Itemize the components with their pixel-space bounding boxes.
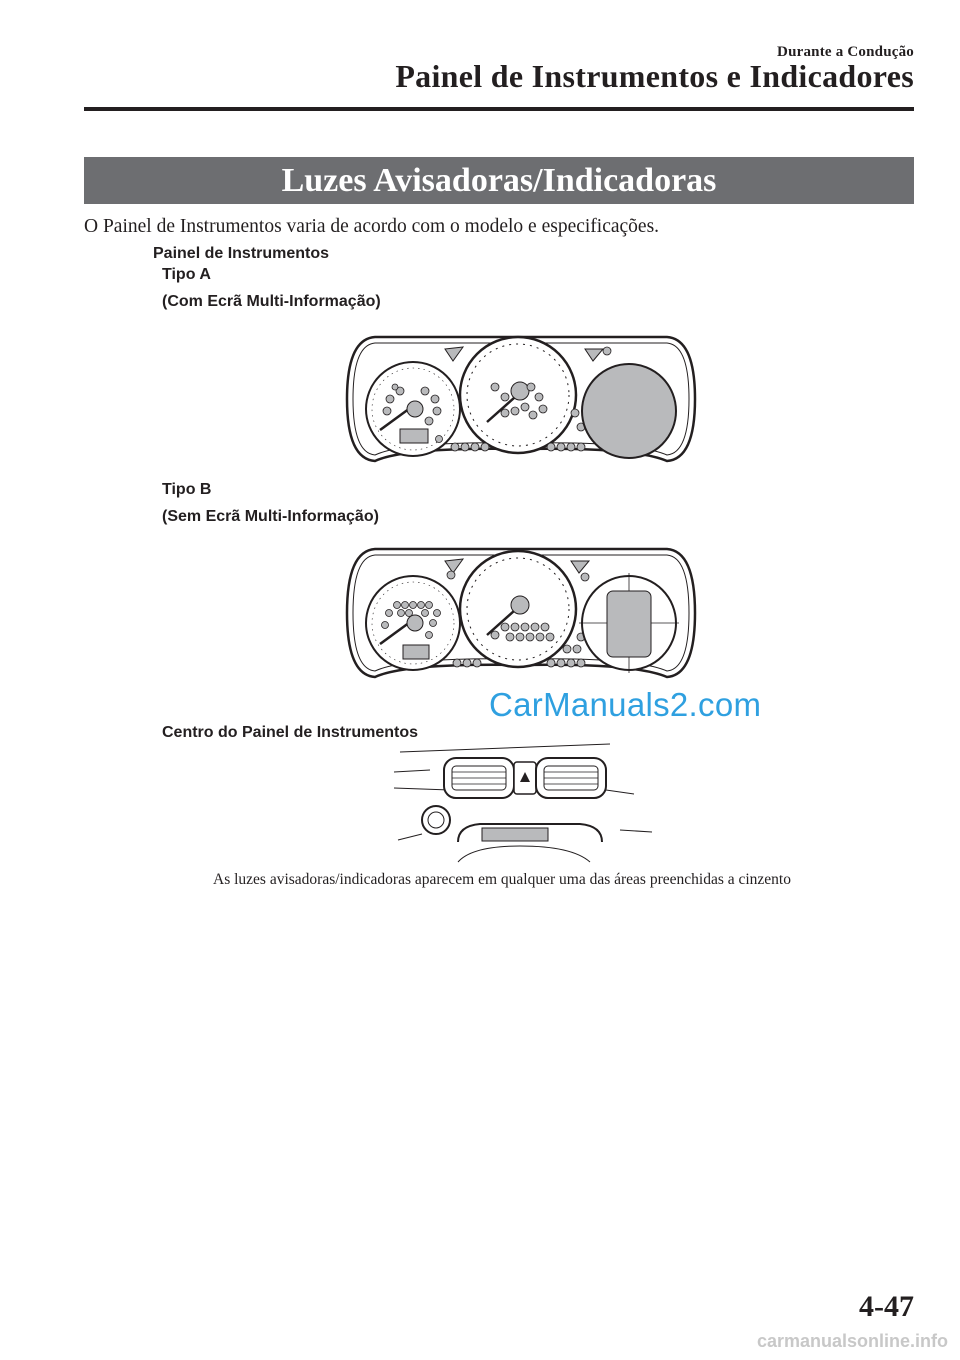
cluster-type-b-diagram bbox=[345, 537, 697, 689]
cluster-type-a-diagram bbox=[345, 327, 697, 471]
section-title: Painel de Instrumentos e Indicadores bbox=[395, 58, 914, 94]
page-number: 4-47 bbox=[859, 1290, 914, 1323]
type-a-note: (Com Ecrã Multi-Informação) bbox=[162, 293, 381, 310]
type-b-label: Tipo B bbox=[162, 481, 212, 498]
intro-text: O Painel de Instrumentos varia de acordo com o modelo e especificações. bbox=[84, 216, 660, 237]
watermark-logo: CarManuals2.com bbox=[489, 686, 762, 723]
center-panel-label: Centro do Painel de Instrumentos bbox=[162, 724, 419, 741]
center-panel-diagram bbox=[380, 742, 656, 866]
type-a-label: Tipo A bbox=[162, 266, 211, 283]
type-b-note: (Sem Ecrã Multi-Informação) bbox=[162, 508, 379, 525]
footer-watermark: carmanualsonline.info bbox=[756, 1331, 948, 1351]
header-rule bbox=[84, 107, 914, 111]
panel-label: Painel de Instrumentos bbox=[153, 245, 330, 262]
page-banner: Luzes Avisadoras/Indicadoras bbox=[84, 157, 914, 204]
figure-caption: As luzes avisadoras/indicadoras aparecem em qualquer uma das áreas preenchidas a cinzento bbox=[213, 871, 791, 888]
chapter-title: Durante a Condução bbox=[777, 44, 914, 60]
